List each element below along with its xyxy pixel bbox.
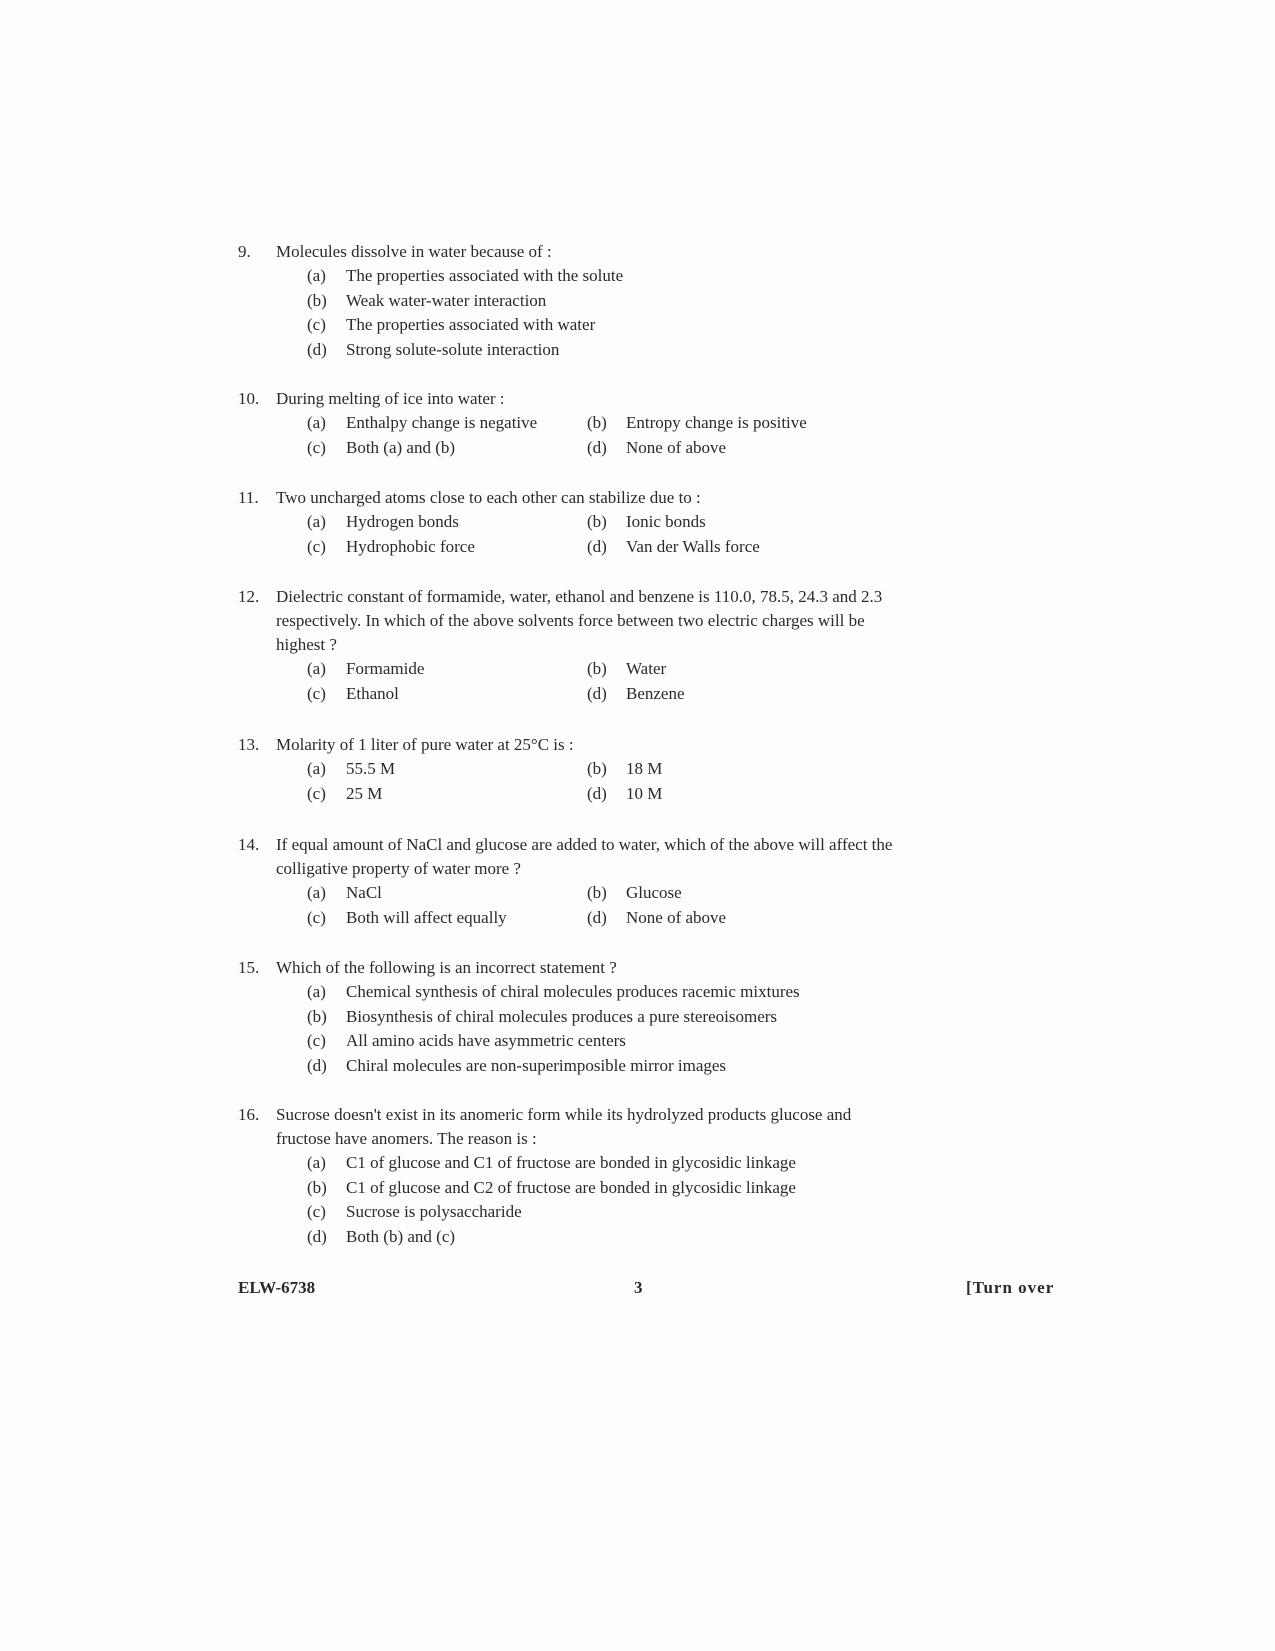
question-text: If equal amount of NaCl and glucose are added to water, which of the above will affect the colligative property of water more ? <box>276 835 893 878</box>
question-number: 16. <box>238 1105 260 1124</box>
option-d: (d) None of above <box>587 907 727 927</box>
option-d: (d) Benzene <box>587 683 685 703</box>
question-16 <box>238 1103 898 1249</box>
question-13 <box>238 733 898 806</box>
option-a: (a) The properties associated with the solute <box>307 266 624 285</box>
question-number: 14. <box>238 835 260 854</box>
option-d: (d) 10 M <box>587 783 663 803</box>
option-c: (c) Hydrophobic force <box>307 536 475 556</box>
option-a: (a) Hydrogen bonds <box>307 512 459 531</box>
option-b: (b) 18 M <box>587 759 663 778</box>
paper-code: ELW-6738 <box>238 1278 316 1297</box>
option-c: (c) 25 M <box>307 783 383 803</box>
page-number: 3 <box>634 1278 643 1297</box>
question-text: Which of the following is an incorrect statement ? <box>276 958 617 977</box>
option-b: (b) Weak water-water interaction <box>307 290 547 310</box>
option-a: (a) NaCl <box>307 883 382 902</box>
option-b: (b) Water <box>587 659 667 678</box>
option-b: (b) Biosynthesis of chiral molecules produces a pure stereoisomers <box>307 1006 778 1026</box>
question-number: 11. <box>238 488 259 507</box>
option-b: (b) C1 of glucose and C2 of fructose are bonded in glycosidic linkage <box>307 1177 796 1197</box>
option-a: (a) Enthalpy change is negative <box>307 413 538 432</box>
option-d: (d) Both (b) and (c) <box>307 1226 456 1246</box>
option-d: (d) None of above <box>587 437 727 457</box>
question-text: Sucrose doesn't exist in its anomeric form while its hydrolyzed products glucose and fructose have anomers. The reason is : <box>276 1105 852 1148</box>
option-c: (c) The properties associated with water <box>307 315 596 334</box>
question-11 <box>238 486 898 559</box>
option-c: (c) All amino acids have asymmetric centers <box>307 1031 626 1050</box>
question-12 <box>238 585 898 706</box>
question-10 <box>238 387 898 460</box>
option-b: (b) Glucose <box>587 883 682 902</box>
option-d: (d) Van der Walls force <box>587 536 760 556</box>
option-b: (b) Entropy change is positive <box>587 413 807 432</box>
question-number: 13. <box>238 735 260 754</box>
option-c: (c) Both will affect equally <box>307 907 507 927</box>
option-b: (b) Ionic bonds <box>587 512 706 531</box>
question-14 <box>238 833 898 930</box>
question-text: Molarity of 1 liter of pure water at 25°C is : <box>276 735 574 754</box>
question-text: Molecules dissolve in water because of : <box>276 242 552 261</box>
question-text: Two uncharged atoms close to each other can stabilize due to : <box>276 488 701 507</box>
option-c: (c) Sucrose is polysaccharide <box>307 1202 522 1221</box>
turn-over-note: [Turn over <box>966 1278 1055 1297</box>
option-a: (a) Chemical synthesis of chiral molecules produces racemic mixtures <box>307 982 800 1001</box>
option-c: (c) Both (a) and (b) <box>307 437 456 457</box>
question-9 <box>238 240 898 362</box>
option-a: (a) Formamide <box>307 659 425 678</box>
option-a: (a) C1 of glucose and C1 of fructose are bonded in glycosidic linkage <box>307 1153 796 1172</box>
option-a: (a) 55.5 M <box>307 759 396 778</box>
question-number: 12. <box>238 587 260 606</box>
question-number: 10. <box>238 389 260 408</box>
question-text: During melting of ice into water : <box>276 389 505 408</box>
question-15 <box>238 956 898 1078</box>
question-text: Dielectric constant of formamide, water, ethanol and benzene is 110.0, 78.5, 24.3 and 2.3 respectively. In which of the above solvents force between two electric charges will be highest ? <box>276 587 883 654</box>
question-number: 9. <box>238 242 251 261</box>
option-c: (c) Ethanol <box>307 683 399 703</box>
question-number: 15. <box>238 958 260 977</box>
option-d: (d) Strong solute-solute interaction <box>307 339 560 359</box>
option-d: (d) Chiral molecules are non-superimposible mirror images <box>307 1055 727 1075</box>
